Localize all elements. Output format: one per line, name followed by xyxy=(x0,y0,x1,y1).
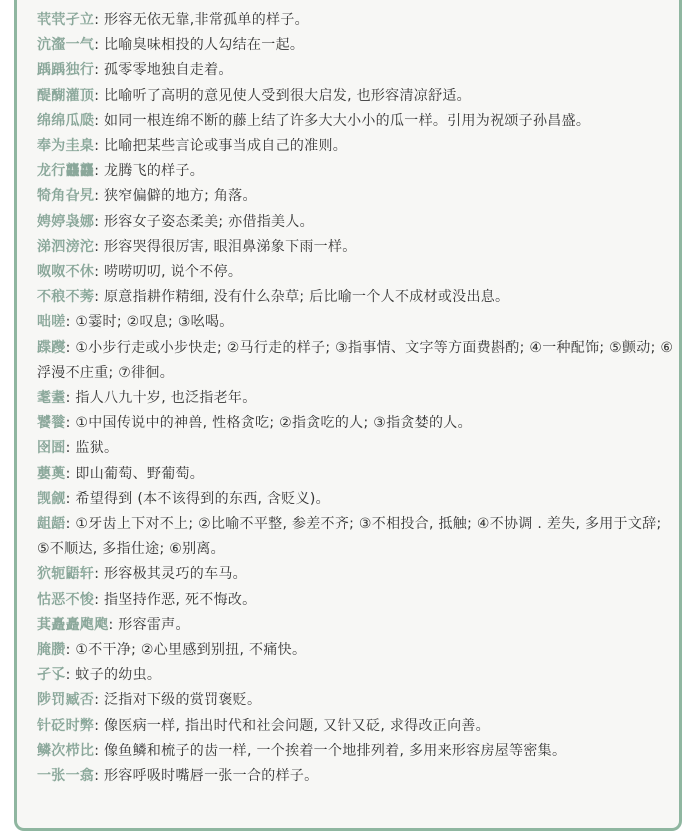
entry-term: 咄嗟 xyxy=(37,314,66,331)
entry-definition: ①牙齿上下对不上; ②比喻不平整, 参差不齐; ③不相投合, 抵触; ④不协调 . 差失, 多用于文辞; ⑤不顺达, 多指仕途; ⑥别离。 xyxy=(37,516,662,558)
entry-term: 蘡薁 xyxy=(37,465,66,482)
entry-term: 腌臜 xyxy=(37,642,66,659)
list-item: 蘡薁: 即山葡萄、野葡萄。 xyxy=(37,465,205,482)
entry-term: 饕餮 xyxy=(37,415,66,432)
entry-term: 龃龉 xyxy=(37,516,66,533)
list-item: 狖轭鼯轩: 形容极其灵巧的车马。 xyxy=(37,566,247,583)
entry-term: 囹圄 xyxy=(37,440,66,457)
content-frame xyxy=(14,0,682,831)
entry-definition: 原意指耕作精细, 没有什么杂草; 后比喻一个人不成材或没出息。 xyxy=(103,289,510,306)
entry-term: 踽踽独行 xyxy=(37,62,95,79)
entry-definition: 狭窄偏僻的地方; 角落。 xyxy=(103,188,257,205)
entry-definition: 龙腾飞的样子。 xyxy=(103,163,205,180)
list-item: 一张一翕: 形容呼吸时嘴唇一张一合的样子。 xyxy=(37,768,319,785)
entry-definition: 像鱼鳞和梳子的齿一样, 一个挨着一个地排列着, 多用来形容房屋等密集。 xyxy=(103,742,567,759)
entry-definition: 比喻把某些言论或事当成自己的准则。 xyxy=(103,138,348,155)
list-item: 醍醐灌顶: 比喻听了高明的意见使人受到很大启发, 也形容清凉舒适。 xyxy=(37,87,471,104)
list-item: 腌臜: ①不干净; ②心里感到别扭, 不痛快。 xyxy=(37,642,307,659)
entry-definition: 比喻臭味相投的人勾结在一起。 xyxy=(103,37,305,54)
entry-term: 绵绵瓜瓞 xyxy=(37,112,95,129)
entry-term: 萁矗矗飑飑 xyxy=(37,616,109,633)
entry-term: 蹀躞 xyxy=(37,339,66,356)
entry-definition: ①小步行走或小步快走; ②马行走的样子; ③指事情、文字等方面费斟酌; ④一种配饰; ⑤颤动; ⑥浮漫不庄重; ⑦徘徊。 xyxy=(37,339,674,381)
list-item: 针砭时弊: 像医病一样, 指出时代和社会问题, 又针又砭, 求得改正向善。 xyxy=(37,717,490,734)
entry-term: 针砭时弊 xyxy=(37,717,95,734)
entry-term: 呶呶不休 xyxy=(37,264,95,281)
entry-term: 涕泗滂沱 xyxy=(37,238,95,255)
entry-term: 鳞次栉比 xyxy=(37,742,95,759)
list-item: 踽踽独行: 孤零零地独自走着。 xyxy=(37,62,233,79)
entry-term: 不稂不莠 xyxy=(37,289,95,306)
list-item: 娉婷袅娜: 形容女子姿态柔美; 亦借指美人。 xyxy=(37,213,314,230)
entry-term: 龙行龘龘 xyxy=(37,163,95,180)
entry-definition: 孤零零地独自走着。 xyxy=(103,62,233,79)
entry-definition: 形容无依无靠,非常孤单的样子。 xyxy=(103,12,309,28)
list-item: 奉为圭臬: 比喻把某些言论或事当成自己的准则。 xyxy=(37,138,348,155)
entry-definition: 蚊子的幼虫。 xyxy=(75,667,162,684)
entry-definition: 唠唠叨叨, 说个不停。 xyxy=(103,264,243,281)
entry-term: 狖轭鼯轩 xyxy=(37,566,95,583)
entry-term: 奉为圭臬 xyxy=(37,138,95,155)
entry-term: 醍醐灌顶 xyxy=(37,87,95,104)
entry-term: 茕茕孑立 xyxy=(37,12,95,28)
entry-definition: 形容极其灵巧的车马。 xyxy=(103,566,247,583)
entry-definition: 如同一根连绵不断的藤上结了许多大大小小的瓜一样。引用为祝颂子孙昌盛。 xyxy=(103,112,591,129)
list-item: 囹圄: 监狱。 xyxy=(37,440,119,457)
entry-definition: 希望得到 (本不该得到的东西, 含贬义)。 xyxy=(75,490,330,507)
entry-term: 娉婷袅娜 xyxy=(37,213,95,230)
list-item: 沆瀣一气: 比喻臭味相投的人勾结在一起。 xyxy=(37,37,305,54)
list-item: 耄耋: 指人八九十岁, 也泛指老年。 xyxy=(37,390,257,407)
list-item: 犄角旮旯: 狭窄偏僻的地方; 角落。 xyxy=(37,188,257,205)
list-item: 咄嗟: ①霎时; ②叹息; ③吆喝。 xyxy=(37,314,234,331)
list-item: 孑孓: 蚊子的幼虫。 xyxy=(37,667,162,684)
entry-term: 觊觎 xyxy=(37,490,66,507)
list-item: 呶呶不休: 唠唠叨叨, 说个不停。 xyxy=(37,264,243,281)
list-item: 陟罚臧否: 泛指对下级的赏罚褒贬。 xyxy=(37,692,262,709)
entry-definition: 指坚持作恶, 死不悔改。 xyxy=(103,591,257,608)
entry-definition: ①霎时; ②叹息; ③吆喝。 xyxy=(75,314,234,331)
list-item: 不稂不莠: 原意指耕作精细, 没有什么杂草; 后比喻一个人不成材或没出息。 xyxy=(37,289,510,306)
list-item: 蹀躞: ①小步行走或小步快走; ②马行走的样子; ③指事情、文字等方面费斟酌; ④一种配饰; ⑤颤动; ⑥浮漫不庄重; ⑦徘徊。 xyxy=(37,339,674,381)
entry-definition: ①中国传说中的神兽, 性格贪吃; ②指贪吃的人; ③指贪婪的人。 xyxy=(75,415,472,432)
entry-term: 陟罚臧否 xyxy=(37,692,95,709)
list-item: 涕泗滂沱: 形容哭得很厉害, 眼泪鼻涕象下雨一样。 xyxy=(37,238,357,255)
vocabulary-list xyxy=(37,8,677,789)
entry-definition: 形容呼吸时嘴唇一张一合的样子。 xyxy=(103,768,319,785)
entry-definition: ①不干净; ②心里感到别扭, 不痛快。 xyxy=(75,642,307,659)
list-item: 饕餮: ①中国传说中的神兽, 性格贪吃; ②指贪吃的人; ③指贪婪的人。 xyxy=(37,415,472,432)
list-item: 鳞次栉比: 像鱼鳞和梳子的齿一样, 一个挨着一个地排列着, 多用来形容房屋等密集。 xyxy=(37,742,567,759)
entry-term: 犄角旮旯 xyxy=(37,188,95,205)
list-item: 茕茕孑立: 形容无依无靠,非常孤单的样子。 xyxy=(37,12,309,28)
list-item: 萁矗矗飑飑: 形容雷声。 xyxy=(37,616,190,633)
entry-definition: 形容雷声。 xyxy=(118,616,190,633)
entry-term: 一张一翕 xyxy=(37,768,95,785)
entry-definition: 指人八九十岁, 也泛指老年。 xyxy=(75,390,257,407)
entry-definition: 比喻听了高明的意见使人受到很大启发, 也形容清凉舒适。 xyxy=(103,87,471,104)
list-item: 龃龉: ①牙齿上下对不上; ②比喻不平整, 参差不齐; ③不相投合, 抵触; ④不协调 . 差失, 多用于文辞; ⑤不顺达, 多指仕途; ⑥别离。 xyxy=(37,516,662,558)
entry-definition: 即山葡萄、野葡萄。 xyxy=(75,465,205,482)
entry-definition: 泛指对下级的赏罚褒贬。 xyxy=(103,692,262,709)
entry-term: 沆瀣一气 xyxy=(37,37,95,54)
list-item: 绵绵瓜瓞: 如同一根连绵不断的藤上结了许多大大小小的瓜一样。引用为祝颂子孙昌盛。 xyxy=(37,112,591,129)
entry-term: 耄耋 xyxy=(37,390,66,407)
entry-definition: 监狱。 xyxy=(75,440,119,457)
entry-definition: 像医病一样, 指出时代和社会问题, 又针又砭, 求得改正向善。 xyxy=(103,717,490,734)
list-item: 觊觎: 希望得到 (本不该得到的东西, 含贬义)。 xyxy=(37,490,330,507)
entry-definition: 形容女子姿态柔美; 亦借指美人。 xyxy=(103,213,314,230)
entry-term: 孑孓 xyxy=(37,667,66,684)
entry-definition: 形容哭得很厉害, 眼泪鼻涕象下雨一样。 xyxy=(103,238,357,255)
list-item: 龙行龘龘: 龙腾飞的样子。 xyxy=(37,163,205,180)
entry-term: 怙恶不悛 xyxy=(37,591,95,608)
list-item: 怙恶不悛: 指坚持作恶, 死不悔改。 xyxy=(37,591,257,608)
